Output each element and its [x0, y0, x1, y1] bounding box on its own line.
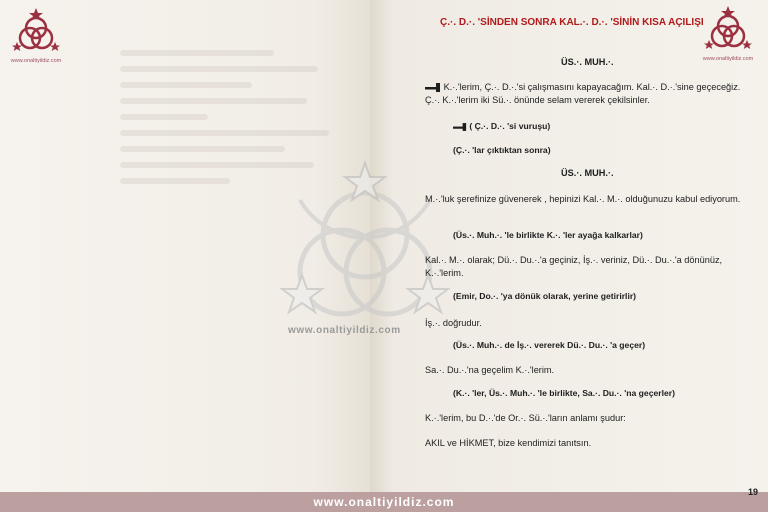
watermark-emblem-icon	[280, 160, 450, 340]
logo-top-right	[698, 4, 758, 62]
paragraph	[425, 81, 743, 107]
stage-direction: (Üs.·. Muh.·. de İş.·. vererek Dü.·. Du.·. 'a geçer)	[453, 340, 646, 350]
stage-direction-text: ( Ç.·. D.·. 'si vuruşu)	[469, 121, 551, 131]
paragraph: AKIL ve HİKMET, bize kendimizi tanıtsın.	[425, 438, 592, 448]
page-number: 19	[748, 487, 759, 497]
paragraph: K.·.'lerim, bu D.·.'de Or.·. Sü.·.'ların anlamı şudur:	[425, 413, 626, 423]
page-heading: Ç.·. D.·. 'SİNDEN SONRA KAL.·. D.·. 'SİNİN KISA AÇILIŞI	[440, 17, 704, 28]
stage-direction: (Ç.·. 'lar çıktıktan sonra)	[453, 145, 551, 155]
paragraph: Kal.·. M.·. olarak; Dü.·. Du.·.'a geçiniz, İş.·. veriniz, Dü.·. Du.·.'a dönünüz, K.·.'lerim.	[425, 255, 723, 278]
star-emblem-icon	[11, 6, 61, 58]
paragraph-text: K.·.'lerim, Ç.·. D.·.'si çalışmasını kapayacağım. Kal.·. D.·.'sine geçeceğiz. Ç.·. K.·.'lerim iki Sü.·. önünde selam vererek çekilsinler.	[425, 82, 741, 105]
speaker-label: ÜS.·. MUH.·.	[561, 57, 614, 67]
logo-top-left	[6, 6, 66, 64]
paragraph: Sa.·. Du.·.'na geçelim K.·.'lerim.	[425, 365, 555, 375]
paragraph: M.·.'luk şerefinize güvenerek , hepinizi Kal.·. M.·. olduğunuzu kabul ediyorum.	[425, 194, 741, 204]
footer-site-link[interactable]: www.onaltiyildiz.com	[313, 495, 455, 509]
logo-site-text: www.onaltiyildiz.com	[702, 56, 754, 62]
stage-direction: (Emir, Do.·. 'ya dönük olarak, yerine getirirlir)	[453, 291, 637, 301]
watermark-site-text: www.onaltiyildiz.com	[288, 325, 401, 336]
stage-direction	[453, 121, 550, 131]
logo-site-text: www.onaltiyildiz.com	[10, 58, 62, 64]
star-emblem-icon	[703, 4, 753, 56]
stage-direction: (Üs.·. Muh.·. 'le birlikte K.·. 'ler ayağa kalkarlar)	[453, 230, 643, 240]
gavel-icon	[453, 123, 467, 131]
paragraph: İş.·. doğrudur.	[425, 318, 482, 328]
speaker-label: ÜS.·. MUH.·.	[561, 168, 614, 178]
gavel-icon	[425, 83, 441, 92]
stage-direction: (K.·. 'ler, Üs.·. Muh.·. 'le birlikte, Sa.·. Du.·. 'na geçerler)	[453, 388, 675, 398]
